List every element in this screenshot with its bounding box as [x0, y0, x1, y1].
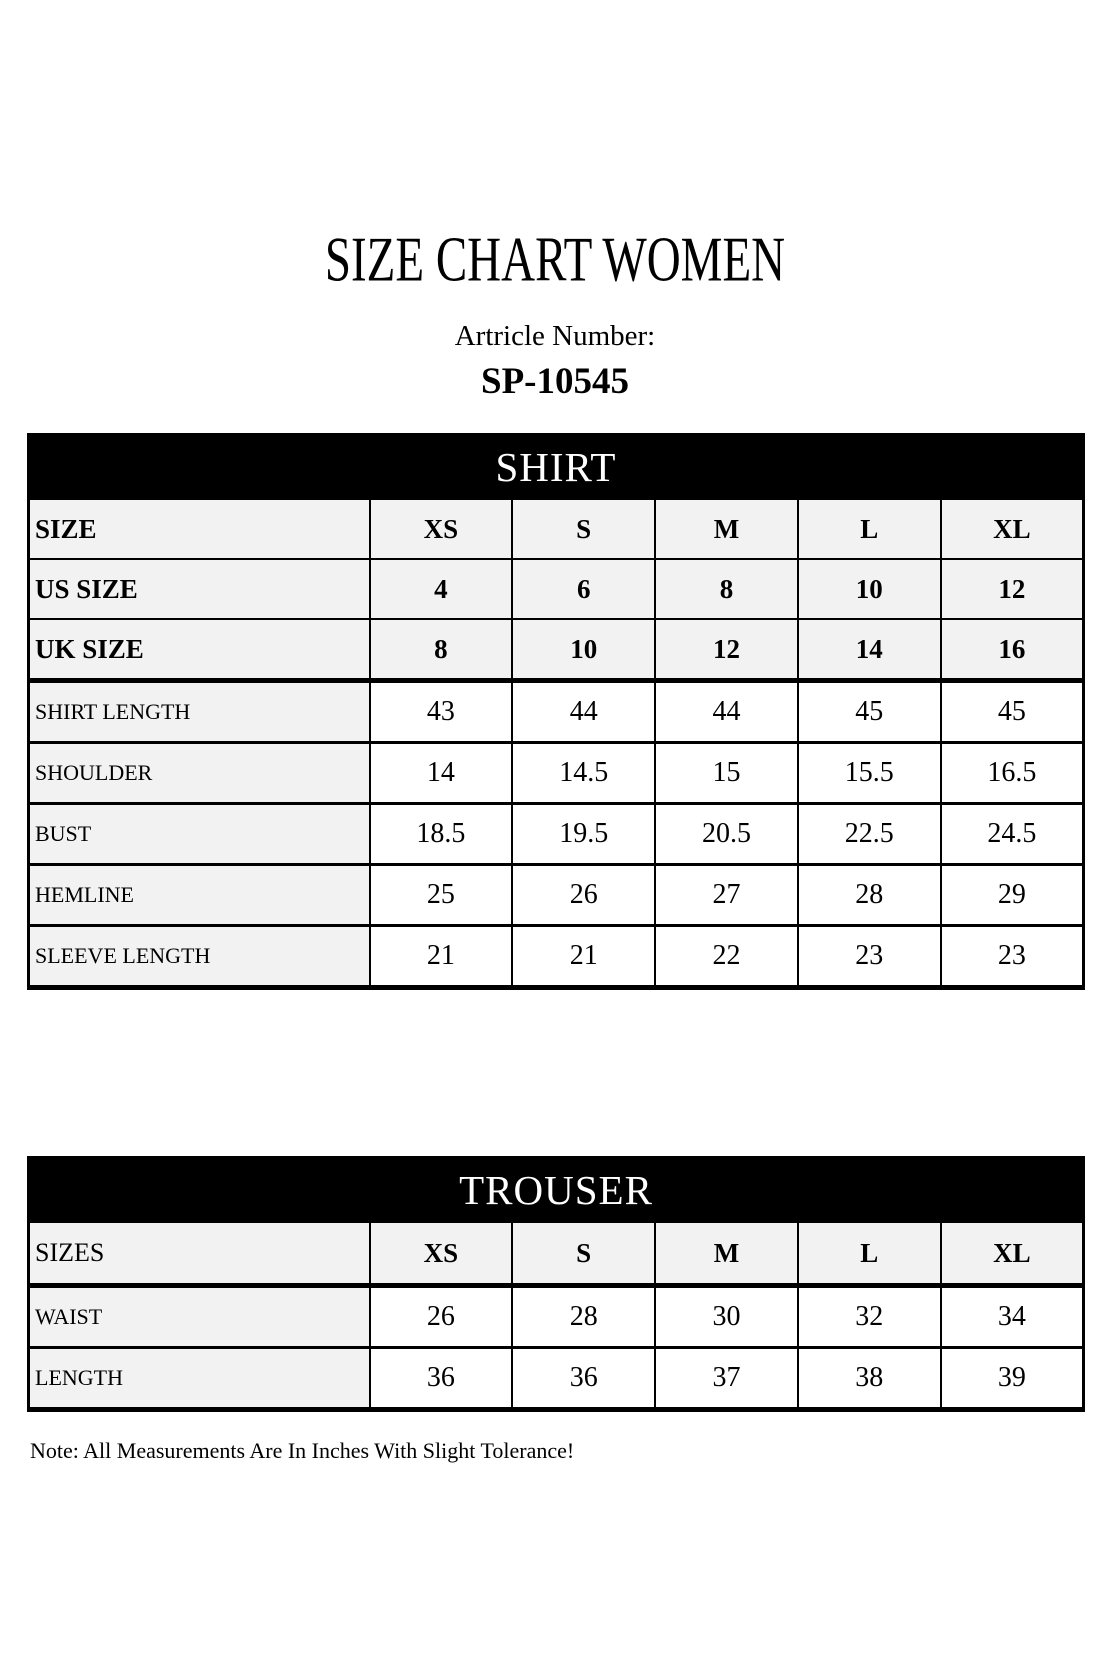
row-label-sizes: SIZES: [29, 1222, 370, 1286]
size-cell: 8: [370, 619, 513, 681]
table-row-us-size: [29, 559, 1084, 619]
measure-cell: 23: [941, 926, 1084, 988]
size-cell: M: [655, 1222, 798, 1286]
measure-cell: 29: [941, 865, 1084, 926]
size-cell: 14: [798, 619, 941, 681]
measure-cell: 14.5: [512, 743, 655, 804]
measure-cell: 16.5: [941, 743, 1084, 804]
table-row-sizes: [29, 1222, 1084, 1286]
shirt-table-title: SHIRT: [29, 435, 1084, 499]
trouser-table-title: TROUSER: [29, 1158, 1084, 1222]
measure-cell: 24.5: [941, 804, 1084, 865]
article-number-value: SP-10545: [481, 361, 629, 402]
shirt-table-header-bar: [29, 435, 1084, 499]
size-cell: 10: [512, 619, 655, 681]
measure-cell: 45: [941, 681, 1084, 743]
page-title: [0, 0, 1110, 296]
measure-cell: 45: [798, 681, 941, 743]
measure-cell: 37: [655, 1348, 798, 1410]
size-cell: 16: [941, 619, 1084, 681]
measure-cell: 14: [370, 743, 513, 804]
measure-cell: 21: [370, 926, 513, 988]
size-cell: 12: [941, 559, 1084, 619]
row-label-sleeve-length: SLEEVE LENGTH: [29, 926, 370, 988]
size-cell: XL: [941, 499, 1084, 560]
size-cell: 4: [370, 559, 513, 619]
size-cell: L: [798, 499, 941, 560]
size-cell: 8: [655, 559, 798, 619]
table-row-uk-size: [29, 619, 1084, 681]
table-row-shoulder: [29, 743, 1084, 804]
row-label-length: LENGTH: [29, 1348, 370, 1410]
measure-cell: 19.5: [512, 804, 655, 865]
measure-cell: 27: [655, 865, 798, 926]
size-cell: XS: [370, 499, 513, 560]
table-row-length: [29, 1348, 1084, 1410]
measure-cell: 36: [370, 1348, 513, 1410]
table-row-hemline: [29, 865, 1084, 926]
row-label-bust: BUST: [29, 804, 370, 865]
measure-cell: 39: [941, 1348, 1084, 1410]
trouser-size-table: [27, 1156, 1085, 1412]
measure-cell: 26: [512, 865, 655, 926]
measure-cell: 28: [798, 865, 941, 926]
table-row-size: [29, 499, 1084, 560]
size-cell: 6: [512, 559, 655, 619]
size-cell: 10: [798, 559, 941, 619]
row-label-waist: WAIST: [29, 1286, 370, 1348]
measure-cell: 32: [798, 1286, 941, 1348]
measure-cell: 38: [798, 1348, 941, 1410]
measure-cell: 18.5: [370, 804, 513, 865]
row-label-size: SIZE: [29, 499, 370, 560]
measure-cell: 15: [655, 743, 798, 804]
measure-cell: 22: [655, 926, 798, 988]
page-title-text: SIZE CHART WOMEN: [324, 224, 786, 296]
row-label-hemline: HEMLINE: [29, 865, 370, 926]
measure-cell: 28: [512, 1286, 655, 1348]
measure-cell: 20.5: [655, 804, 798, 865]
measure-cell: 44: [655, 681, 798, 743]
size-cell: M: [655, 499, 798, 560]
size-cell: S: [512, 499, 655, 560]
measure-cell: 26: [370, 1286, 513, 1348]
measure-cell: 36: [512, 1348, 655, 1410]
size-cell: XS: [370, 1222, 513, 1286]
size-cell: 12: [655, 619, 798, 681]
row-label-shoulder: SHOULDER: [29, 743, 370, 804]
table-row-waist: [29, 1286, 1084, 1348]
measure-cell: 15.5: [798, 743, 941, 804]
measure-cell: 23: [798, 926, 941, 988]
table-row-bust: [29, 804, 1084, 865]
row-label-uk-size: UK SIZE: [29, 619, 370, 681]
shirt-size-table: [27, 433, 1085, 990]
measure-cell: 22.5: [798, 804, 941, 865]
measure-cell: 25: [370, 865, 513, 926]
size-cell: XL: [941, 1222, 1084, 1286]
table-row-sleeve-length: [29, 926, 1084, 988]
measure-cell: 21: [512, 926, 655, 988]
row-label-shirt-length: SHIRT LENGTH: [29, 681, 370, 743]
size-cell: L: [798, 1222, 941, 1286]
measure-cell: 30: [655, 1286, 798, 1348]
measure-cell: 43: [370, 681, 513, 743]
row-label-us-size: US SIZE: [29, 559, 370, 619]
measurement-note: Note: All Measurements Are In Inches With Slight Tolerance!: [30, 1438, 575, 1463]
size-cell: S: [512, 1222, 655, 1286]
measure-cell: 44: [512, 681, 655, 743]
article-number-label: Artricle Number:: [454, 320, 656, 352]
measure-cell: 34: [941, 1286, 1084, 1348]
table-row-shirt-length: [29, 681, 1084, 743]
trouser-table-header-bar: [29, 1158, 1084, 1222]
